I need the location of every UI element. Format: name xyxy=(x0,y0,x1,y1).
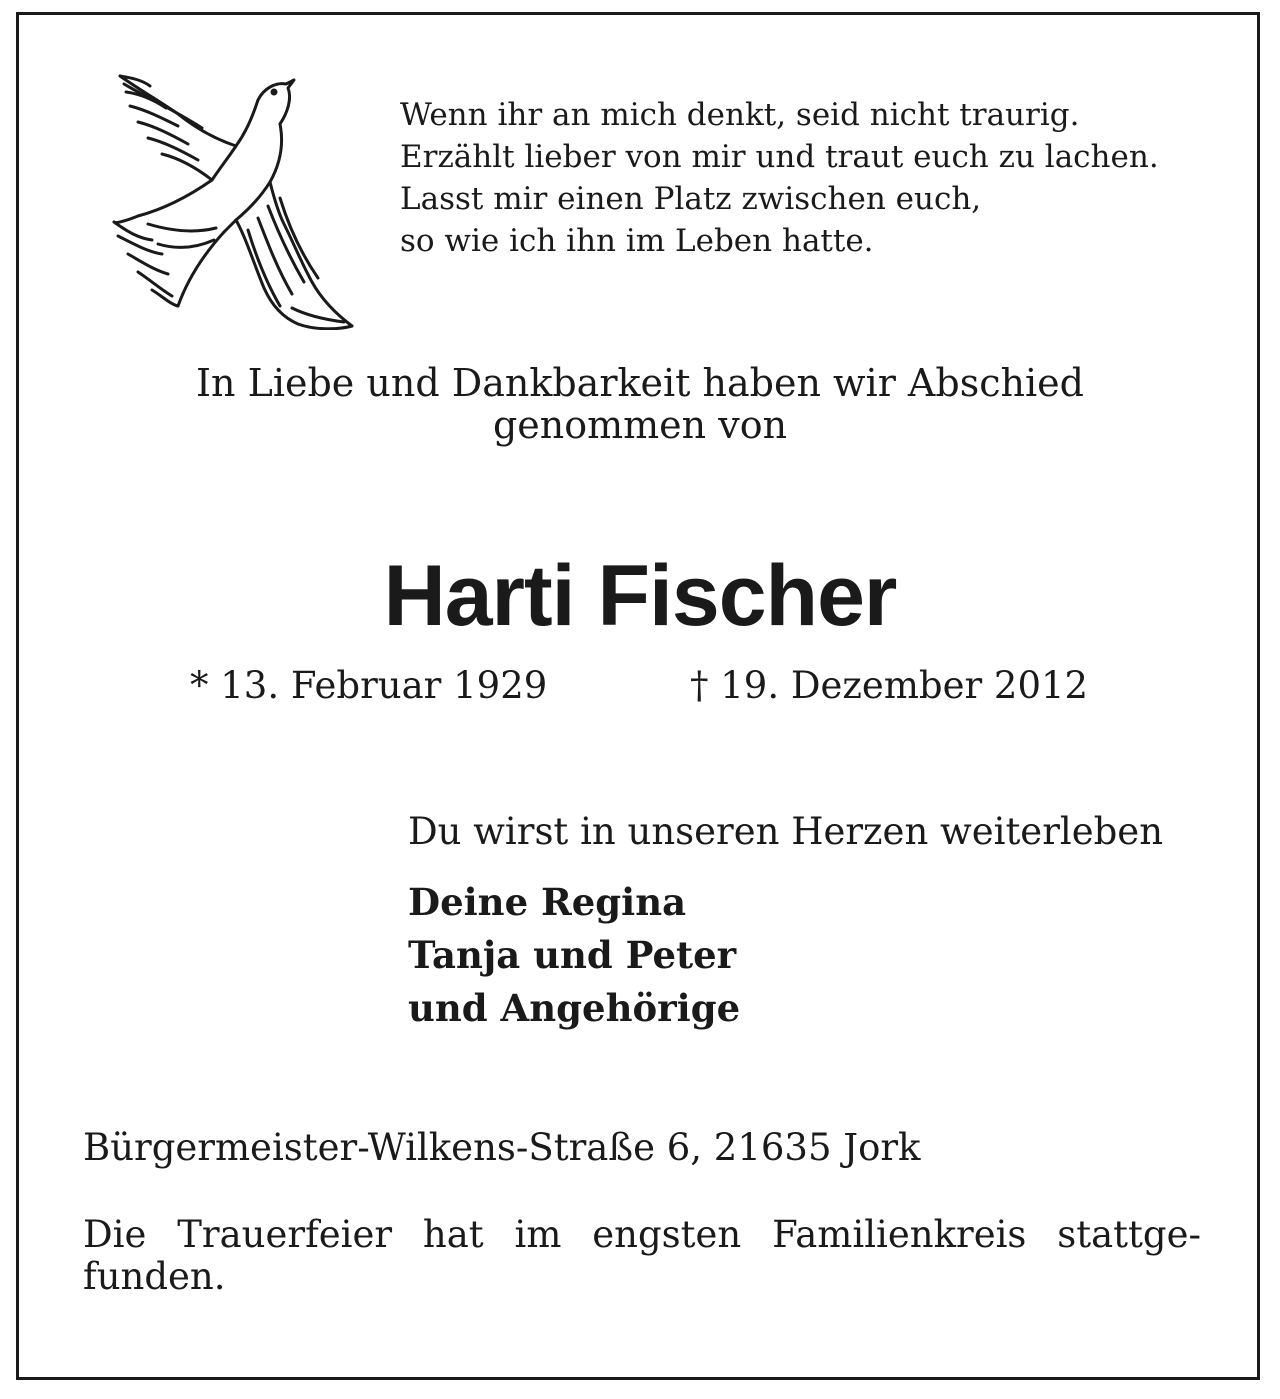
signer: Deine Regina xyxy=(408,880,687,924)
farewell-line-2: genommen von xyxy=(492,403,788,447)
poem-line: so wie ich ihn im Leben hatte. xyxy=(400,223,874,259)
farewell-text xyxy=(0,362,1280,446)
poem-line: Erzählt lieber von mir und traut euch zu lachen. xyxy=(400,139,1159,175)
motto: Du wirst in unseren Herzen weiterleben xyxy=(408,810,1164,853)
signer: Tanja und Peter xyxy=(408,933,737,977)
funeral-notice-line-1: Die Trauerfeier hat im engsten Familienkreis stattge- xyxy=(83,1213,1201,1256)
poem-line: Lasst mir einen Platz zwischen euch, xyxy=(400,181,982,217)
poem-line: Wenn ihr an mich denkt, seid nicht traurig. xyxy=(400,97,1080,133)
signers xyxy=(408,876,740,1035)
birth-date: * 13. Februar 1929 xyxy=(190,664,548,707)
poem xyxy=(400,94,1220,262)
death-date: † 19. Dezember 2012 xyxy=(690,664,1089,707)
farewell-line-1: In Liebe und Dankbarkeit haben wir Abschied xyxy=(196,361,1084,405)
funeral-notice-line-2: funden. xyxy=(83,1255,226,1298)
funeral-notice xyxy=(83,1214,1201,1298)
address: Bürgermeister-Wilkens-Straße 6, 21635 Jork xyxy=(83,1126,921,1169)
deceased-name: Harti Fischer xyxy=(383,548,897,644)
dove-icon xyxy=(108,68,358,330)
signer: und Angehörige xyxy=(408,986,741,1030)
